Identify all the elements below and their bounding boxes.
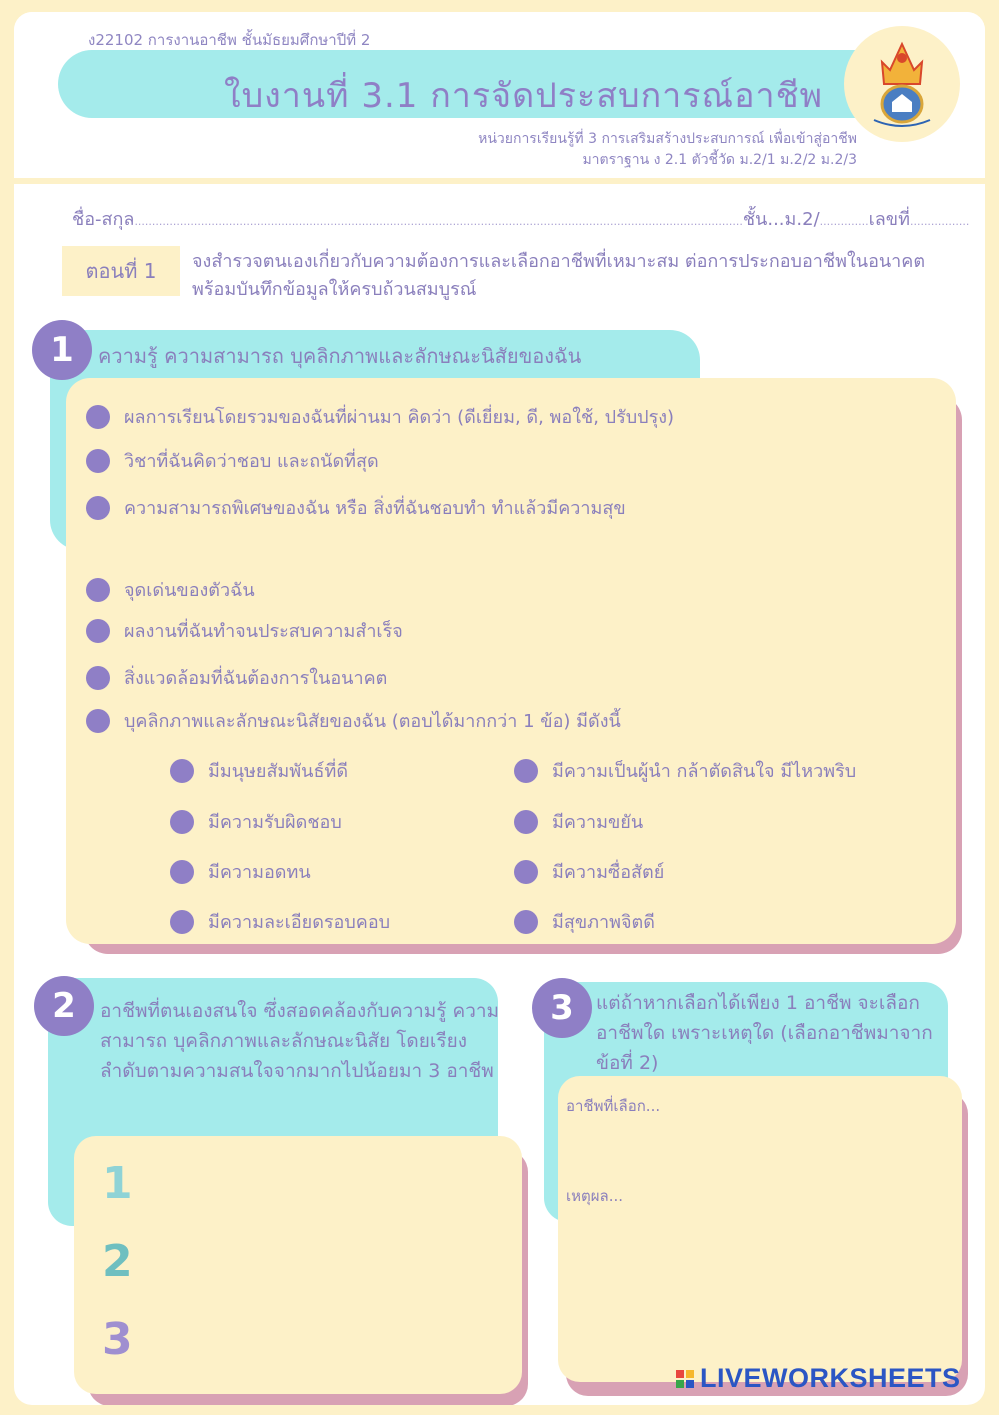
trait-option[interactable]: มีมนุษยสัมพันธ์ที่ดี [170,756,348,785]
trait-option[interactable]: มีความซื่อสัตย์ [514,857,664,886]
number-label: เลขที่ [868,209,910,230]
class-label: ชั้น...ม.2/ [742,209,820,230]
trait-option[interactable]: มีความละเอียดรอบคอบ [170,907,390,936]
student-info-line [72,204,969,233]
subject-line: ง22102 การงานอาชีพ ชั้นมัธยมศึกษาปีที่ 2 [88,31,371,49]
list-item[interactable]: วิชาที่ฉันคิดว่าชอบ และถนัดที่สุด [86,446,379,475]
name-field[interactable]: .............................................................................................................................................................................. [134,215,743,228]
liveworksheets-mark-icon [676,1370,694,1388]
career-label: อาชีพที่เลือก... [566,1097,661,1115]
section1-title: ความรู้ ความสามารถ บุคลิกภาพและลักษณะนิสัยของฉัน [98,344,582,368]
page-title: ใบงานที่ 3.1 การจัดประสบการณ์อาชีพ [224,76,824,116]
standard-line: มาตราฐาน ง 2.1 ตัวชี้วัด ม.2/1 ม.2/2 ม.2/3 [582,152,857,168]
trait-option[interactable]: มีความขยัน [514,807,643,836]
radio-icon [514,759,538,783]
trait-option[interactable]: มีความอดทน [170,857,311,886]
trait-option[interactable]: มีความรับผิดชอบ [170,807,342,836]
bullet-icon [86,405,110,429]
trait-option[interactable]: มีความเป็นผู้นำ กล้าตัดสินใจ มีไหวพริบ [514,756,856,785]
bullet-icon [86,496,110,520]
list-item[interactable]: สิ่งแวดล้อมที่ฉันต้องการในอนาคต [86,663,387,692]
learning-unit: หน่วยการเรียนรู้ที่ 3 การเสริมสร้างประสบการณ์ เพื่อเข้าสู่อาชีพ [478,131,857,147]
section2-prompt: อาชีพที่ตนเองสนใจ ซึ่งสอดคล้องกับความรู้ ความสามารถ บุคลิกภาพและลักษณะนิสัย โดยเรียงลำดับตามความสนใจจากมากไปน้อยมา 3 อาชีพ [100,1000,500,1082]
section3-answer-card[interactable] [558,1076,962,1382]
list-item[interactable]: บุคลิกภาพและลักษณะนิสัยของฉัน (ตอบได้มากกว่า 1 ข้อ) มีดังนี้ [86,706,621,735]
bullet-icon [86,449,110,473]
section3-prompt: แต่ถ้าหากเลือกได้เพียง 1 อาชีพ จะเลือกอาชีพใด เพราะเหตุใด (เลือกอาชีพมาจากข้อที่ 2) [596,992,933,1074]
instruction-text: จงสำรวจตนเองเกี่ยวกับความต้องการและเลือกอาชีพที่เหมาะสม ต่อการประกอบอาชีพในอนาคต พร้อมบันทึกข้อมูลให้ครบถ้วนสมบูรณ์ [192,251,926,300]
list-item[interactable]: จุดเด่นของตัวฉัน [86,575,255,604]
school-logo [844,26,960,142]
worksheet-page [14,12,985,1405]
bullet-icon [86,666,110,690]
liveworksheets-logo[interactable]: LIVEWORKSHEETS [676,1363,961,1394]
list-item[interactable]: ผลงานที่ฉันทำจนประสบความสำเร็จ [86,616,403,645]
section3-number: 3 [532,978,592,1038]
part-label: ตอนที่ 1 [62,246,180,296]
header-divider [14,178,985,184]
radio-icon [514,860,538,884]
section2-number: 2 [34,976,94,1036]
reason-label: เหตุผล... [566,1187,624,1205]
section2-answer-card[interactable] [74,1136,522,1394]
rank-number: 2 [102,1236,133,1287]
class-field[interactable]: .............. [819,215,869,228]
radio-icon [170,910,194,934]
emblem-icon [862,40,942,130]
rank-number: 1 [102,1158,133,1209]
rank-number: 3 [102,1314,133,1365]
bullet-icon [86,709,110,733]
trait-option[interactable]: มีสุขภาพจิตดี [514,907,655,936]
radio-icon [514,810,538,834]
bullet-icon [86,578,110,602]
list-item[interactable]: ความสามารถพิเศษของฉัน หรือ สิ่งที่ฉันชอบทำ ทำแล้วมีความสุข [86,493,626,522]
radio-icon [170,759,194,783]
name-label: ชื่อ-สกุล [72,209,135,230]
list-item[interactable]: ผลการเรียนโดยรวมของฉันที่ผ่านมา คิดว่า (ดีเยี่ยม, ดี, พอใช้, ปรับปรุง) [86,402,674,431]
radio-icon [514,910,538,934]
radio-icon [170,860,194,884]
bullet-icon [86,619,110,643]
radio-icon [170,810,194,834]
number-field[interactable]: ................. [909,215,970,228]
section1-number: 1 [32,320,92,380]
